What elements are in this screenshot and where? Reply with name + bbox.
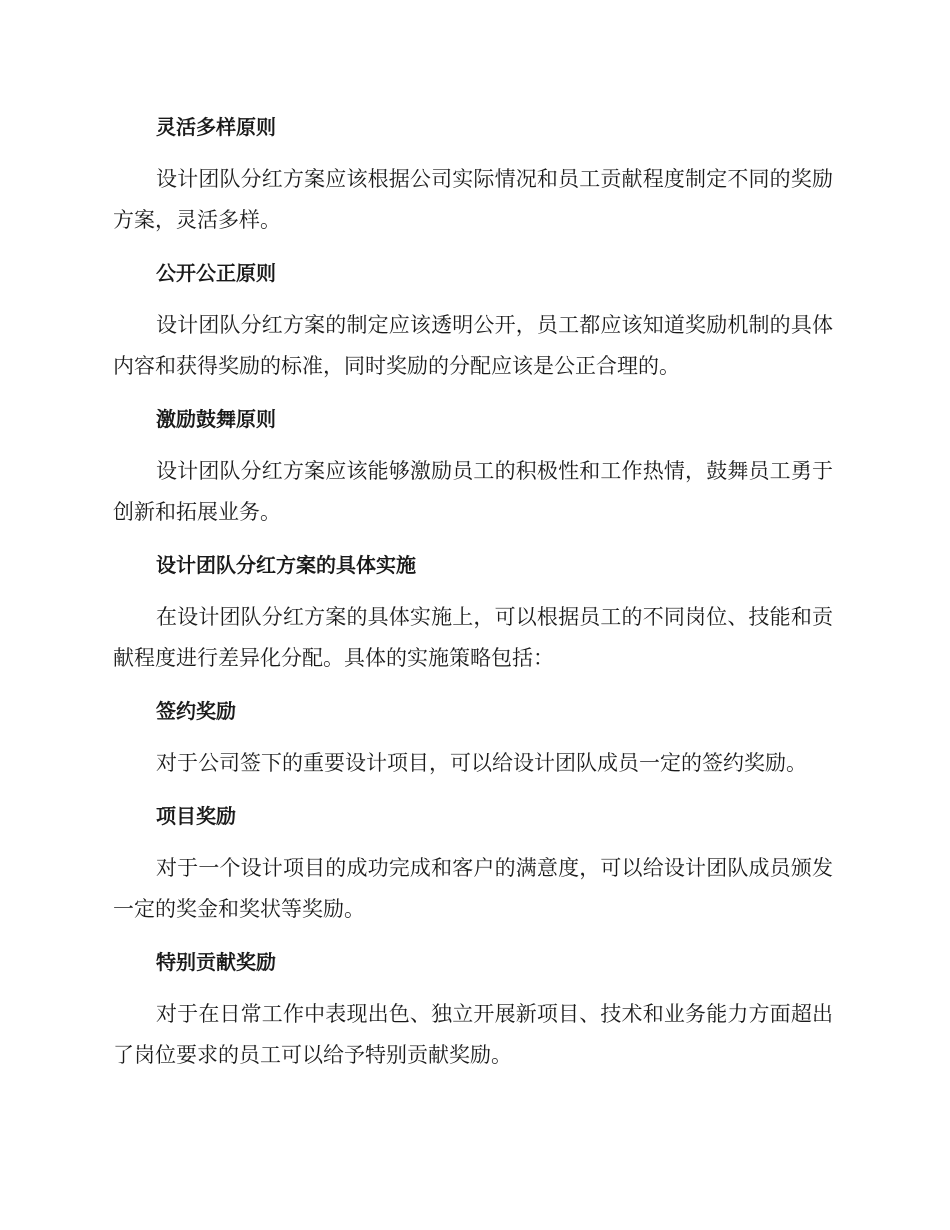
section-body-flexible: 设计团队分红方案应该根据公司实际情况和员工贡献程度制定不同的奖励方案，灵活多样。	[113, 167, 833, 232]
section-heading-implementation: 设计团队分红方案的具体实施	[156, 553, 416, 577]
section-heading-special-contribution: 特别贡献奖励	[156, 950, 276, 974]
section-body-special-contribution: 对于在日常工作中表现出色、独立开展新项目、技术和业务能力方面超出了岗位要求的员工可以给予特别贡献奖励。	[113, 1002, 833, 1067]
section-heading-fairness: 公开公正原则	[156, 261, 276, 285]
section-body-signing-reward: 对于公司签下的重要设计项目，可以给设计团队成员一定的签约奖励。	[156, 751, 807, 775]
section-body-motivation: 设计团队分红方案应该能够激励员工的积极性和工作热情，鼓舞员工勇于创新和拓展业务。	[113, 459, 833, 524]
section-heading-motivation: 激励鼓舞原则	[156, 407, 276, 431]
section-heading-signing-reward: 签约奖励	[156, 699, 236, 723]
section-body-fairness: 设计团队分红方案的制定应该透明公开，员工都应该知道奖励机制的具体内容和获得奖励的标准，同时奖励的分配应该是公正合理的。	[113, 313, 833, 378]
section-body-project-reward: 对于一个设计项目的成功完成和客户的满意度，可以给设计团队成员颁发一定的奖金和奖状等奖励。	[113, 856, 833, 921]
section-heading-flexible: 灵活多样原则	[156, 115, 276, 139]
section-heading-project-reward: 项目奖励	[156, 804, 236, 828]
section-body-implementation: 在设计团队分红方案的具体实施上，可以根据员工的不同岗位、技能和贡献程度进行差异化分配。具体的实施策略包括：	[113, 605, 833, 670]
document-page	[113, 107, 833, 1088]
